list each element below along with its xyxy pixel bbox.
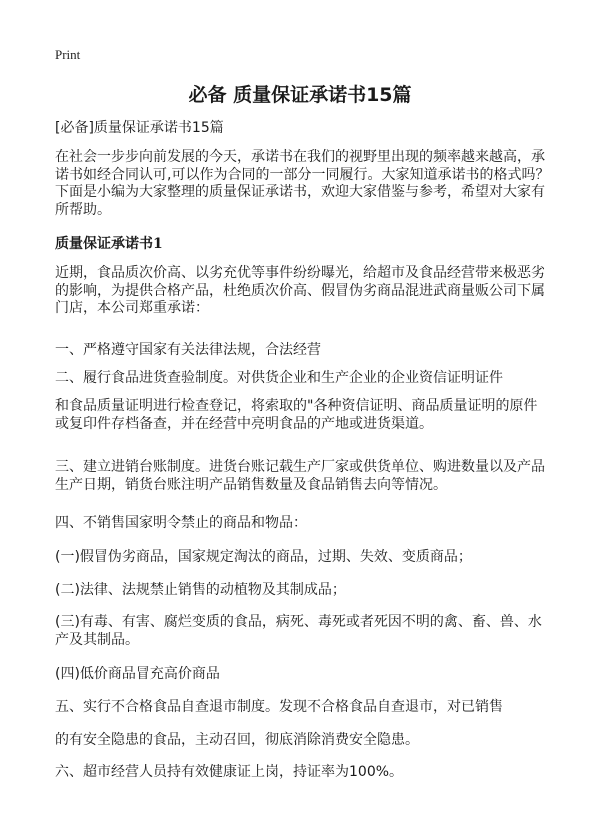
paragraph: 近期，食品质次价高、以劣充优等事件纷纷曝光，给超市及食品经营带来极恶劣的影响，为提供合格产品，杜绝质次价高、假冒伪劣商品混进武商量贩公司下属门店，本公司郑重承诺： — [55, 265, 545, 316]
paragraph: 和食品质量证明进行检查登记，将索取的"各种资信证明、商品质量证明的原件或复印件存档备查，并在经营中亮明食品的产地或进货渠道。 — [55, 398, 538, 432]
paragraph: 六、超市经营人员持有效健康证上岗，持证率为100%。 — [55, 764, 404, 780]
paragraph: 二、履行食品进货查验制度。对供货企业和生产企业的企业资信证明证件 — [55, 370, 503, 386]
paragraph: 一、严格遵守国家有关法律法规，合法经营 — [55, 342, 321, 358]
document-title: 必备 质量保证承诺书15篇 — [188, 84, 412, 106]
paragraph: 五、实行不合格食品自查退市制度。发现不合格食品自查退市，对已销售 — [55, 699, 503, 715]
paragraph: 三、建立进销台账制度。进货台账记载生产厂家或供货单位、购进数量以及产品生产日期，销货台账注明产品销售数量及食品销售去向等情况。 — [55, 459, 545, 493]
paragraph: (二)法律、法规禁止销售的动植物及其制成品； — [55, 582, 346, 598]
paragraph: (三)有毒、有害、腐烂变质的食品，病死、毒死或者死因不明的禽、畜、兽、水产及其制品。 — [55, 614, 542, 648]
paragraph: 的有安全隐患的食品，主动召回，彻底消除消费安全隐患。 — [55, 732, 419, 748]
document-subtitle: [必备]质量保证承诺书15篇 — [55, 120, 224, 136]
paragraph: (四)低价商品冒充高价商品 — [55, 666, 220, 682]
paragraph: (一)假冒伪劣商品，国家规定淘汰的商品，过期、失效、变质商品； — [55, 549, 472, 565]
paragraph: 四、不销售国家明令禁止的商品和物品： — [55, 515, 307, 531]
section-heading: 质量保证承诺书1 — [55, 236, 163, 252]
print-link[interactable]: Print — [55, 47, 81, 62]
intro-paragraph: 在社会一步步向前发展的今天，承诺书在我们的视野里出现的频率越来越高，承诺书如经合同认可,可以作为合同的一部分一同履行。大家知道承诺书的格式吗？下面是小编为大家整理的质量保证承诺书，欢迎大家借鉴与参考，希望对大家有所帮助。 — [55, 149, 550, 218]
